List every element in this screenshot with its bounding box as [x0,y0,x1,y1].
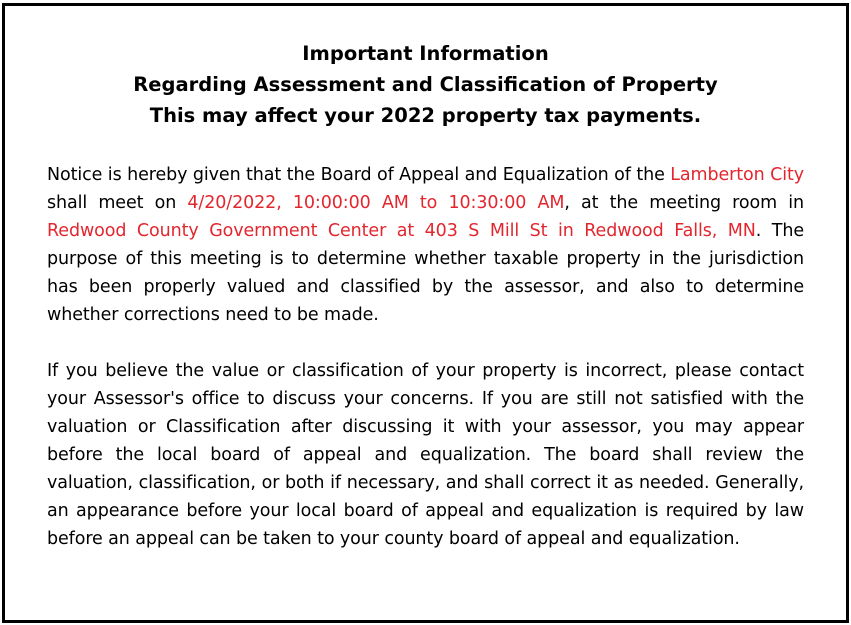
appeal-info-paragraph: If you believe the value or classification of your property is incorrect, please contact your Assessor's office to discuss your concerns. If you are still not satisfied with the valuation or Classification after discussing it with your assessor, you may appear before the local board of appeal and equalization. The board shall review the valuation, classification, or both if necessary, and shall correct it as needed. Generally, an appearance before your local board of appeal and equalization is required by law before an appeal can be taken to your county board of appeal and equalization. [47,361,804,549]
meeting-notice-paragraph [47,161,804,329]
paragraph-text: , at the meeting room in [564,193,805,213]
notice-content [47,38,804,553]
meeting-time: 4/20/2022, 10:00:00 AM to 10:30:00 AM [187,193,565,213]
paragraph-text: . The purpose of this meeting is to determine whether taxable property in the jurisdiction has been properly valued and classified by the assessor, and also to determine whether corrections need to be made. [47,221,804,325]
paragraph-text: shall meet on [47,193,188,213]
jurisdiction-name: Lamberton City [670,165,804,185]
heading-line-1: Important Information [302,42,549,65]
notice-frame [2,3,849,623]
paragraph-text: Notice is hereby given that the Board of Appeal and Equalization of the [47,165,671,185]
heading-line-3: This may affect your 2022 property tax payments. [149,104,702,127]
heading-line-2: Regarding Assessment and Classification of Property [133,73,718,96]
meeting-location: Redwood County Government Center at 403 S Mill St in Redwood Falls, MN [47,221,756,241]
notice-heading [47,38,804,131]
